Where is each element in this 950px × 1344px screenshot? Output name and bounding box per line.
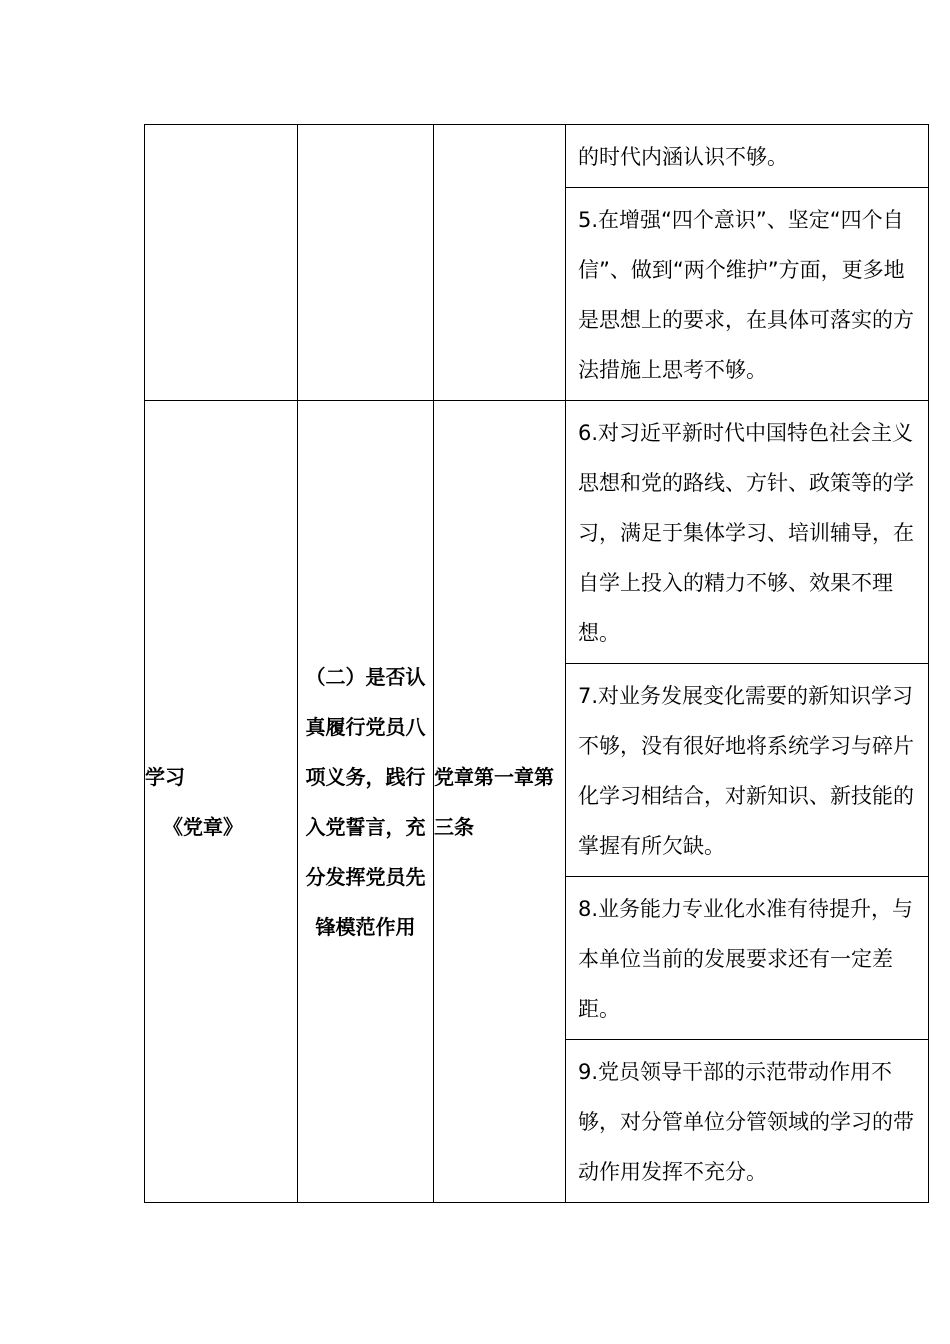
issue-cell <box>566 1040 929 1203</box>
issue-text: 9.党员领导干部的示范带动作用不够，对分管单位分管领域的学习的带动作用发挥不充分。 <box>578 1060 914 1184</box>
issue-text: 5.在增强“四个意识”、坚定“四个自信”、做到“两个维护”方面，更多地是思想上的要求，在具体可落实的方法措施上思考不够。 <box>578 208 914 382</box>
issue-cell <box>566 401 929 664</box>
issue-text: 的时代内涵认识不够。 <box>578 145 788 169</box>
basis-cell <box>434 401 566 1203</box>
issue-text: 8.业务能力专业化水准有待提升，与本单位当前的发展要求还有一定差距。 <box>578 897 914 1021</box>
issue-cell <box>566 125 929 188</box>
category-document: 《党章》 <box>163 814 243 839</box>
requirement-cell-empty <box>298 125 434 401</box>
issue-text: 7.对业务发展变化需要的新知识学习不够，没有很好地将系统学习与碎片化学习相结合，对新知识、新技能的掌握有所欠缺。 <box>578 684 914 858</box>
issue-cell <box>566 877 929 1040</box>
issue-text: 6.对习近平新时代中国特色社会主义思想和党的路线、方针、政策等的学习，满足于集体学习、培训辅导，在自学上投入的精力不够、效果不理想。 <box>578 421 914 645</box>
category-label: 学习 <box>145 764 185 789</box>
issue-cell <box>566 188 929 401</box>
basis-cell-empty <box>434 125 566 401</box>
issue-cell <box>566 664 929 877</box>
category-cell <box>145 401 298 1203</box>
basis-text: 党章第一章第三条 <box>434 764 554 839</box>
table-row <box>145 125 929 188</box>
table-row <box>145 401 929 664</box>
document-table <box>144 124 929 1203</box>
category-cell-empty <box>145 125 298 401</box>
requirement-text: （二）是否认真履行党员八项义务，践行入党誓言，充分发挥党员先锋模范作用 <box>305 664 426 939</box>
requirement-cell <box>298 401 434 1203</box>
